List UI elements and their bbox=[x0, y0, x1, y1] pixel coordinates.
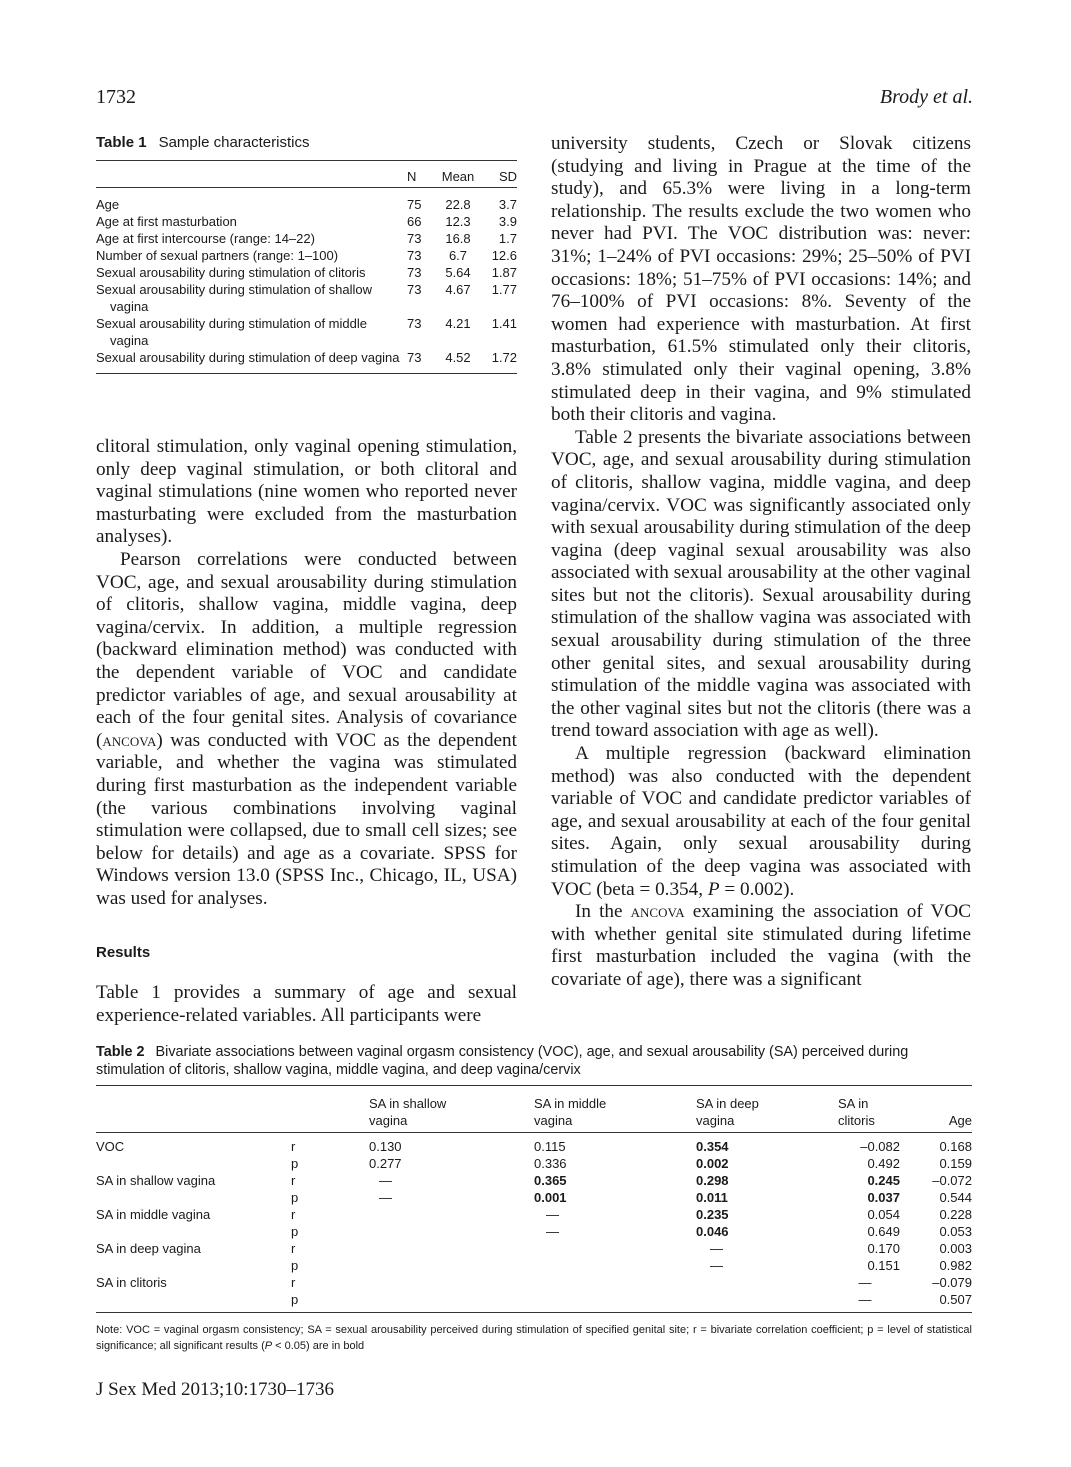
left-column bbox=[96, 436, 517, 1027]
paragraph: clitoral stimulation, only vaginal opening stimulation, only deep vaginal stimulation, or both clitoral and vaginal stimulations (nine women who reported never masturbating were excluded from the masturbation analyses). bbox=[96, 436, 517, 548]
text-span: ) was conducted with VOC as the dependent variable, and whether the vagina was stimulated during first masturbation as the independent variable (the various combinations involving vaginal stimulation were collapsed, due to small cell sizes; see below for details) and age as a covariate. SPSS for Windows version 13.0 (SPSS Inc., Chicago, IL, USA) was used for analyses. bbox=[96, 729, 517, 909]
row-label: VOC bbox=[96, 1139, 125, 1154]
cell-clitoris: 0.649 bbox=[867, 1224, 900, 1239]
row-label: Sexual arousability during stimulation of shallow vagina bbox=[96, 282, 373, 314]
table-row bbox=[96, 349, 517, 374]
abbrev-ancova: ancova bbox=[102, 729, 157, 751]
footer-citation: J Sex Med 2013;10:1730–1736 bbox=[96, 1379, 335, 1400]
table-2-caption bbox=[96, 1043, 972, 1079]
row-label: Age bbox=[96, 197, 120, 212]
cell-age: –0.079 bbox=[932, 1275, 972, 1290]
row-label bbox=[96, 1291, 291, 1313]
cell-mean: 16.8 bbox=[445, 231, 471, 246]
table-1-label: Table 1 bbox=[96, 134, 147, 151]
row-label: Number of sexual partners (range: 1–100) bbox=[96, 248, 339, 263]
row-label: SA in clitoris bbox=[96, 1275, 167, 1290]
cell-sd: 1.87 bbox=[491, 265, 517, 280]
cell-sd: 3.7 bbox=[498, 197, 517, 212]
text-span: Pearson correlations were conducted between VOC, age, and sexual arousability during stimulation of clitoris, shallow vagina, middle vagina, deep vagina/cervix. In addition, a multiple regression (backward elimination method) was conducted with the dependent variable of VOC and candidate predictor variables of age, and sexual arousability at each of the four genital sites. Analysis of covariance ( bbox=[96, 548, 517, 751]
table-row bbox=[96, 1274, 972, 1291]
cell-shallow bbox=[369, 1291, 534, 1313]
header-sa-middle: SA in middle vagina bbox=[534, 1086, 696, 1133]
paragraph bbox=[96, 549, 517, 911]
cell-stat: r bbox=[291, 1275, 296, 1290]
cell-shallow bbox=[369, 1240, 534, 1257]
cell-deep bbox=[696, 1291, 830, 1313]
table-row bbox=[96, 1155, 972, 1172]
cell-middle: 0.365 bbox=[534, 1173, 567, 1188]
cell-deep: 0.011 bbox=[696, 1190, 728, 1205]
cell-middle: — bbox=[546, 1224, 559, 1239]
table-2-note: Note: VOC = vaginal orgasm consistency; SA = sexual arousability perceived during stimulation of specified genital site; r = bivariate correlation coefficient; p = level of statistical significance; all significant results (P < 0.05) are in bold bbox=[96, 1324, 972, 1352]
paragraph bbox=[551, 901, 971, 991]
row-label: Sexual arousability during stimulation of clitoris bbox=[96, 265, 366, 280]
cell-sd: 1.7 bbox=[498, 231, 517, 246]
row-label: SA in deep vagina bbox=[96, 1241, 201, 1256]
cell-shallow bbox=[369, 1274, 534, 1291]
cell-age: 0.982 bbox=[939, 1258, 972, 1273]
cell-deep: — bbox=[710, 1258, 723, 1273]
cell-deep: 0.235 bbox=[696, 1207, 729, 1222]
cell-deep: — bbox=[710, 1241, 723, 1256]
cell-n: 73 bbox=[407, 248, 422, 263]
cell-clitoris: 0.151 bbox=[867, 1258, 900, 1273]
cell-stat: r bbox=[291, 1241, 296, 1256]
table-row bbox=[96, 196, 517, 213]
table-2-label: Table 2 bbox=[96, 1044, 145, 1060]
table-row bbox=[96, 264, 517, 281]
table-row bbox=[96, 1257, 972, 1274]
header-age: Age bbox=[900, 1086, 972, 1133]
paragraph: university students, Czech or Slovak citizens (studying and living in Prague at the time of the study), and 65.3% were living in a long-term relationship. The results exclude the two women who never had PVI. The VOC distribution was: never: 31%; 1–24% of PVI occasions: 29%; 25–50% of PVI occasions: 18%; 51–75% of PVI occasions: 14%; and 76–100% of PVI occasions: 8%. Seventy of the women had experience with masturbation. At first masturbation, 61.5% stimulated only their clitoris, 3.8% stimulated only their vaginal opening, 3.8% stimulated deep in their vagina, and 9% stimulated both their clitoris and vagina. bbox=[551, 133, 971, 426]
cell-age: 0.053 bbox=[939, 1224, 972, 1239]
cell-mean: 4.52 bbox=[429, 349, 487, 374]
cell-middle: 0.001 bbox=[534, 1190, 567, 1205]
paragraph: Table 1 provides a summary of age and sexual experience-related variables. All participants were bbox=[96, 982, 517, 1026]
cell-shallow bbox=[369, 1257, 534, 1274]
table-2-title: Bivariate associations between vaginal orgasm consistency (VOC), age, and sexual arousability (SA) perceived during stimulation of clitoris, shallow vagina, middle vagina, and deep vagina/cervix bbox=[96, 1044, 909, 1078]
table-row bbox=[96, 1223, 972, 1240]
table-row bbox=[96, 1240, 972, 1257]
header-sa-deep: SA in deep vagina bbox=[696, 1086, 830, 1133]
cell-shallow: — bbox=[379, 1173, 392, 1188]
section-heading-results: Results bbox=[96, 944, 151, 962]
table-1-caption bbox=[96, 134, 517, 151]
cell-shallow: 0.277 bbox=[369, 1156, 402, 1171]
cell-n: 66 bbox=[407, 214, 422, 229]
cell-stat: r bbox=[291, 1207, 296, 1222]
cell-mean: 22.8 bbox=[445, 197, 471, 212]
cell-deep: 0.002 bbox=[696, 1156, 729, 1171]
cell-clitoris: 0.170 bbox=[867, 1241, 900, 1256]
table-2 bbox=[96, 1043, 972, 1354]
text-span: = 0.002). bbox=[719, 878, 795, 900]
table-row bbox=[96, 247, 517, 264]
cell-age: –0.072 bbox=[932, 1173, 972, 1188]
cell-deep: 0.046 bbox=[696, 1224, 729, 1239]
table-row bbox=[96, 1291, 972, 1313]
cell-sd: 12.6 bbox=[491, 248, 517, 263]
cell-sd: 1.41 bbox=[491, 316, 517, 331]
running-head-authors: Brody et al. bbox=[879, 86, 973, 108]
cell-middle: 0.115 bbox=[534, 1139, 566, 1154]
right-column bbox=[551, 133, 971, 992]
cell-clitoris: 0.037 bbox=[867, 1190, 900, 1205]
row-label: Sexual arousability during stimulation of deep vagina bbox=[96, 349, 401, 374]
text-span: A multiple regression (backward elimination method) was also conducted with the dependent variable of VOC and candidate predictor variables of age, and sexual arousability at each of the four genital sites. Again, only sexual arousability during stimulation of the deep vagina was associated with VOC (beta = 0.354, bbox=[551, 743, 971, 900]
cell-clitoris: 0.492 bbox=[867, 1156, 900, 1171]
cell-n: 73 bbox=[407, 231, 422, 246]
row-label bbox=[96, 1155, 291, 1172]
cell-clitoris: –0.082 bbox=[860, 1139, 900, 1154]
cell-clitoris: — bbox=[858, 1275, 872, 1290]
cell-deep bbox=[696, 1274, 830, 1291]
cell-age: 0.003 bbox=[939, 1241, 972, 1256]
table-1-header-n: N bbox=[401, 161, 429, 188]
cell-shallow bbox=[369, 1223, 534, 1240]
cell-shallow: 0.130 bbox=[369, 1139, 402, 1154]
cell-n: 73 bbox=[407, 282, 422, 297]
table-row bbox=[96, 230, 517, 247]
cell-deep: 0.298 bbox=[696, 1173, 729, 1188]
table-1-header-sd: SD bbox=[487, 161, 517, 188]
table-row bbox=[96, 1189, 972, 1206]
header-sa-shallow: SA in shallow vagina bbox=[369, 1086, 534, 1133]
table-1 bbox=[96, 134, 517, 374]
cell-mean: 5.64 bbox=[445, 265, 471, 280]
cell-mean: 6.7 bbox=[448, 248, 468, 263]
row-label bbox=[96, 1257, 291, 1274]
row-label: Sexual arousability during stimulation of middle vagina bbox=[96, 316, 367, 348]
cell-age: 0.228 bbox=[939, 1207, 972, 1222]
cell-mean: 12.3 bbox=[445, 214, 471, 229]
table-row bbox=[96, 1138, 972, 1155]
cell-mean: 4.67 bbox=[445, 282, 471, 297]
cell-middle: 0.336 bbox=[534, 1156, 567, 1171]
cell-stat: p bbox=[291, 1224, 299, 1239]
cell-n: 73 bbox=[407, 265, 422, 280]
table-1-title: Sample characteristics bbox=[158, 134, 310, 151]
cell-n: 73 bbox=[401, 349, 429, 374]
text-span: examining the association of VOC with whether genital site stimulated during lifetime first masturbation included the vagina (with the covariate of age), there was a significant bbox=[551, 901, 971, 990]
table-row bbox=[96, 1172, 972, 1189]
row-label: Age at first intercourse (range: 14–22) bbox=[96, 231, 315, 246]
cell-clitoris: 0.245 bbox=[867, 1173, 900, 1188]
cell-sd: 3.9 bbox=[498, 214, 517, 229]
cell-stat: p bbox=[291, 1190, 299, 1205]
table-row bbox=[96, 281, 517, 315]
page-number: 1732 bbox=[96, 86, 136, 108]
paragraph bbox=[551, 743, 971, 901]
cell-middle bbox=[534, 1240, 696, 1257]
cell-age: 0.507 bbox=[900, 1291, 972, 1313]
table-row bbox=[96, 213, 517, 230]
cell-stat: r bbox=[291, 1139, 296, 1154]
table-row bbox=[96, 315, 517, 349]
cell-middle: — bbox=[546, 1207, 559, 1222]
cell-clitoris: 0.054 bbox=[867, 1207, 900, 1222]
cell-sd: 1.77 bbox=[491, 282, 517, 297]
cell-middle bbox=[534, 1291, 696, 1313]
table-row bbox=[96, 1206, 972, 1223]
cell-age: 0.544 bbox=[939, 1190, 972, 1205]
cell-shallow: — bbox=[379, 1190, 392, 1205]
italic-p: P bbox=[707, 878, 720, 900]
cell-n: 75 bbox=[407, 197, 422, 212]
abbrev-ancova: ancova bbox=[630, 901, 685, 923]
row-label: SA in middle vagina bbox=[96, 1207, 211, 1222]
cell-middle bbox=[534, 1274, 696, 1291]
cell-stat: r bbox=[291, 1173, 296, 1188]
row-label bbox=[96, 1189, 291, 1206]
cell-shallow bbox=[369, 1206, 534, 1223]
cell-deep: 0.354 bbox=[696, 1139, 729, 1154]
row-label: Age at first masturbation bbox=[96, 214, 237, 229]
cell-middle bbox=[534, 1257, 696, 1274]
cell-mean: 4.21 bbox=[445, 316, 471, 331]
cell-stat: p bbox=[291, 1291, 369, 1313]
row-label: SA in shallow vagina bbox=[96, 1173, 216, 1188]
row-label bbox=[96, 1223, 291, 1240]
header-sa-clitoris: SA in clitoris bbox=[830, 1086, 900, 1133]
cell-age: 0.159 bbox=[939, 1156, 972, 1171]
cell-age: 0.168 bbox=[939, 1139, 972, 1154]
text-span: In the bbox=[575, 901, 631, 923]
cell-clitoris: — bbox=[830, 1291, 900, 1313]
cell-n: 73 bbox=[407, 316, 422, 331]
cell-stat: p bbox=[291, 1258, 299, 1273]
cell-sd: 1.72 bbox=[487, 349, 517, 374]
table-1-header-mean: Mean bbox=[429, 161, 487, 188]
paragraph: Table 2 presents the bivariate associations between VOC, age, and sexual arousability during stimulation of clitoris, shallow vagina, middle vagina, and deep vagina/cervix. VOC was significantly associated only with sexual arousability during stimulation of the deep vagina (deep vaginal sexual arousability was also associated with sexual arousability at the other vaginal sites but not the clitoris). Sexual arousability during stimulation of the shallow vagina was associated with sexual arousability during stimulation of the three other genital sites, and sexual arousability during stimulation of the middle vagina was associated with the other vaginal sites but not the clitoris (there was a trend toward association with age as well). bbox=[551, 426, 971, 742]
cell-stat: p bbox=[291, 1156, 299, 1171]
